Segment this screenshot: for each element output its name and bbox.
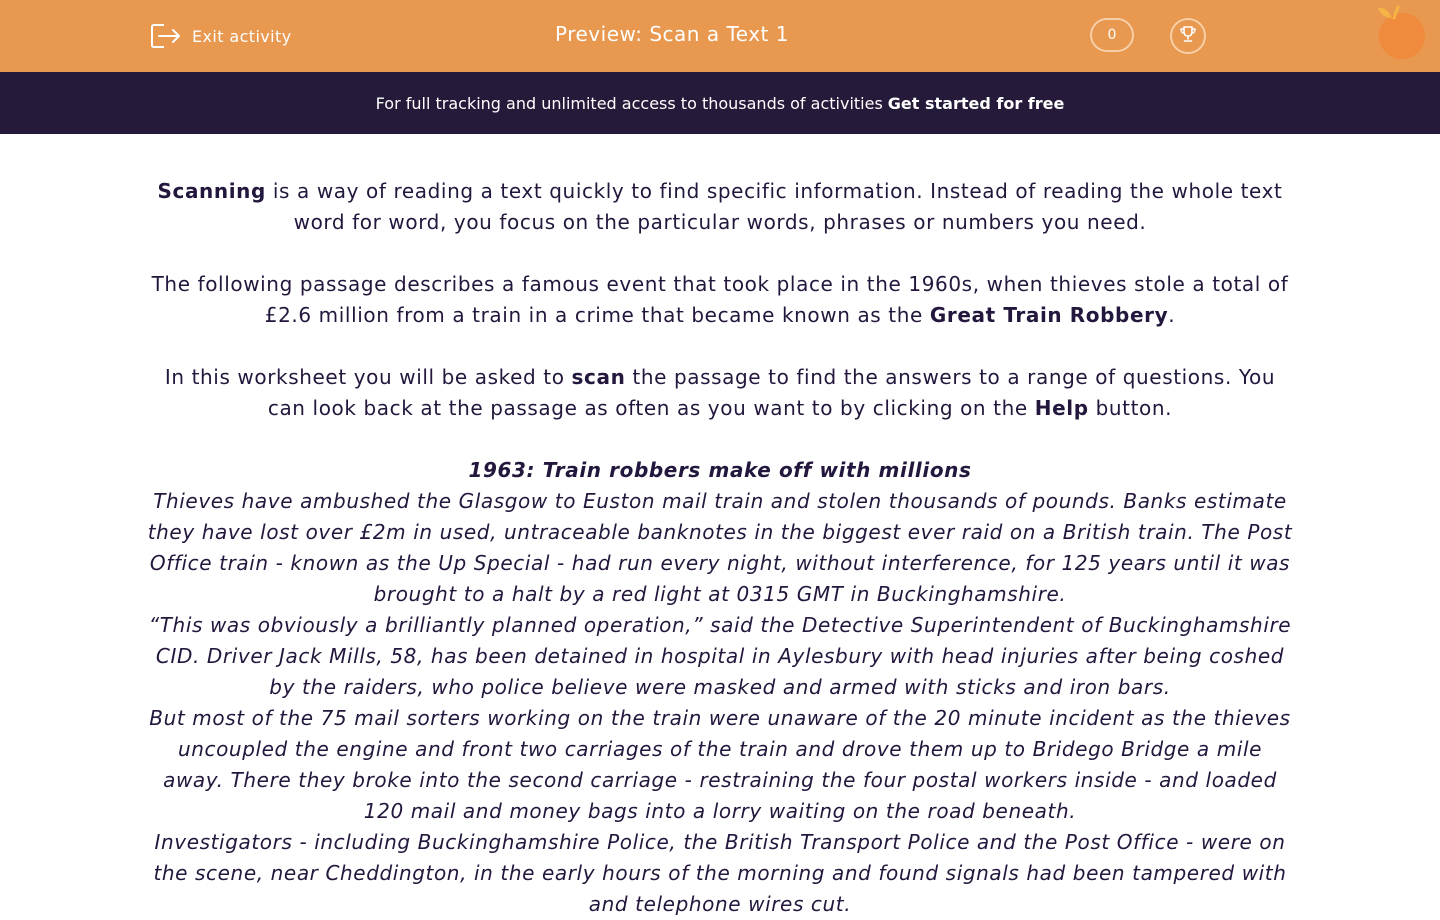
orange-logo	[1370, 4, 1430, 64]
intro-1-text: is a way of reading a text quickly to find specific information. Instead of reading the whole text word for word, you focus on the particular words, phrases or numbers you need.	[265, 179, 1283, 234]
trophy-icon	[1178, 24, 1198, 48]
passage-headline	[146, 455, 1294, 486]
activity-content	[146, 176, 1294, 920]
passage-paragraph-2: “This was obviously a brilliantly planned operation,” said the Detective Superintendent of Buckinghamshire CID. Driver Jack Mills, 58, has been detained in hospital in Aylesbury with head injuries after being coshed by the raiders, who police believe were masked and armed with sticks and iron bars.	[148, 613, 1292, 699]
intro-paragraph-3	[146, 362, 1294, 424]
exit-activity-button[interactable]	[150, 20, 292, 52]
trophy-button[interactable]	[1170, 18, 1206, 54]
score-badge: 0	[1090, 18, 1134, 52]
intro-3-mid: the passage to find the answers to a range of questions. You can look back at the passage as often as you want to by clicking on the	[267, 365, 1276, 420]
intro-2-end: .	[1168, 303, 1176, 327]
intro-paragraph-1	[146, 176, 1294, 238]
scanning-term: Scanning	[157, 179, 266, 203]
promo-text: For full tracking and unlimited access to thousands of activities	[375, 93, 883, 113]
passage-paragraph-1: Thieves have ambushed the Glasgow to Euston mail train and stolen thousands of pounds. Banks estimate they have lost over £2m in used, untraceable banknotes in the biggest ever raid on a British train. The Post Office train - known as the Up Special - had run every night, without interference, for 125 years until it was brought to a halt by a red light at 0315 GMT in Buckinghamshire.	[147, 489, 1293, 606]
intro-3-end: button.	[1088, 396, 1173, 420]
get-started-link[interactable]: Get started for free	[887, 93, 1065, 113]
scan-term: scan	[571, 365, 626, 389]
exit-icon	[150, 22, 182, 50]
top-bar	[0, 0, 1440, 72]
passage-paragraph-4: Investigators - including Buckinghamshire Police, the British Transport Police and the Post Office - were on the scene, near Cheddington, in the early hours of the morning and found signals had been tampered with and telephone wires cut.	[153, 830, 1287, 916]
promo-banner	[0, 72, 1440, 134]
passage-headline-text: 1963: Train robbers make off with millions	[468, 458, 972, 482]
intro-2-text: The following passage describes a famous event that took place in the 1960s, when thieves stole a total of £2.6 million from a train in a crime that became known as the	[151, 272, 1289, 327]
help-term: Help	[1034, 396, 1089, 420]
page-title: Preview: Scan a Text 1	[555, 22, 789, 46]
intro-3-start: In this worksheet you will be asked to	[164, 365, 572, 389]
passage-paragraph-3: But most of the 75 mail sorters working on the train were unaware of the 20 minute incident as the thieves uncoupled the engine and front two carriages of the train and drove them up to Bridego Bridge a mile away. There they broke into the second carriage - restraining the four postal workers inside - and loaded 120 mail and money bags into a lorry waiting on the road beneath.	[149, 706, 1291, 823]
exit-activity-label: Exit activity	[192, 26, 292, 46]
great-train-robbery-term: Great Train Robbery	[929, 303, 1169, 327]
intro-paragraph-2	[146, 269, 1294, 331]
